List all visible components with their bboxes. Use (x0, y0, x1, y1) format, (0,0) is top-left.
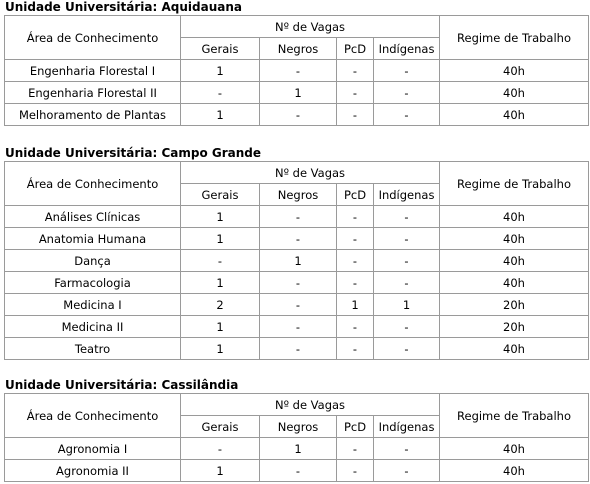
cell-pcd: - (337, 272, 374, 294)
cell-negros: - (260, 316, 337, 338)
cell-regime: 40h (440, 228, 589, 250)
cell-indigenas: - (374, 82, 440, 104)
cell-pcd: - (337, 104, 374, 126)
cell-indigenas: - (374, 438, 440, 460)
cell-pcd: 1 (337, 294, 374, 316)
table-row (5, 60, 589, 82)
header-negros: Negros (260, 184, 337, 206)
cell-negros: - (260, 104, 337, 126)
vagas-table (4, 393, 589, 482)
header-area: Área de Conhecimento (5, 394, 181, 438)
cell-regime: 40h (440, 206, 589, 228)
cell-regime: 40h (440, 272, 589, 294)
header-regime: Regime de Trabalho (440, 16, 589, 60)
table-row (5, 438, 589, 460)
header-pcd: PcD (337, 184, 374, 206)
cell-indigenas: - (374, 316, 440, 338)
cell-area: Dança (5, 250, 181, 272)
cell-area: Teatro (5, 338, 181, 360)
cell-area: Medicina I (5, 294, 181, 316)
cell-gerais: 1 (181, 206, 260, 228)
cell-regime: 20h (440, 294, 589, 316)
table-row (5, 316, 589, 338)
cell-pcd: - (337, 206, 374, 228)
vagas-table (4, 161, 589, 360)
cell-gerais: 1 (181, 60, 260, 82)
cell-area: Medicina II (5, 316, 181, 338)
cell-negros: - (260, 294, 337, 316)
cell-area: Engenharia Florestal II (5, 82, 181, 104)
cell-negros: 1 (260, 438, 337, 460)
header-gerais: Gerais (181, 38, 260, 60)
section-title: Unidade Universitária: Campo Grande (5, 146, 262, 160)
header-negros: Negros (260, 416, 337, 438)
table-row (5, 294, 589, 316)
cell-area: Melhoramento de Plantas (5, 104, 181, 126)
header-indigenas: Indígenas (374, 38, 440, 60)
cell-pcd: - (337, 338, 374, 360)
cell-gerais: 1 (181, 460, 260, 482)
header-regime: Regime de Trabalho (440, 162, 589, 206)
cell-indigenas: - (374, 460, 440, 482)
header-pcd: PcD (337, 38, 374, 60)
cell-pcd: - (337, 82, 374, 104)
cell-negros: - (260, 338, 337, 360)
cell-gerais: 1 (181, 104, 260, 126)
section-campo-grande (4, 146, 589, 360)
cell-regime: 40h (440, 438, 589, 460)
cell-indigenas: 1 (374, 294, 440, 316)
cell-area: Engenharia Florestal I (5, 60, 181, 82)
header-negros: Negros (260, 38, 337, 60)
cell-regime: 40h (440, 104, 589, 126)
header-area: Área de Conhecimento (5, 16, 181, 60)
header-regime: Regime de Trabalho (440, 394, 589, 438)
cell-negros: - (260, 460, 337, 482)
table-row (5, 338, 589, 360)
header-pcd: PcD (337, 416, 374, 438)
cell-gerais: 1 (181, 338, 260, 360)
cell-indigenas: - (374, 272, 440, 294)
cell-gerais: - (181, 438, 260, 460)
header-indigenas: Indígenas (374, 416, 440, 438)
cell-regime: 40h (440, 460, 589, 482)
cell-negros: 1 (260, 250, 337, 272)
section-aquidauana (4, 0, 589, 126)
cell-indigenas: - (374, 338, 440, 360)
header-vagas: Nº de Vagas (181, 16, 440, 38)
cell-pcd: - (337, 438, 374, 460)
table-row (5, 228, 589, 250)
cell-pcd: - (337, 250, 374, 272)
cell-area: Anatomia Humana (5, 228, 181, 250)
cell-regime: 40h (440, 338, 589, 360)
table-row (5, 272, 589, 294)
cell-indigenas: - (374, 250, 440, 272)
cell-gerais: - (181, 82, 260, 104)
section-title: Unidade Universitária: Cassilândia (5, 378, 239, 392)
cell-area: Agronomia I (5, 438, 181, 460)
table-row (5, 206, 589, 228)
table-row (5, 460, 589, 482)
cell-gerais: 2 (181, 294, 260, 316)
header-vagas: Nº de Vagas (181, 394, 440, 416)
cell-gerais: 1 (181, 272, 260, 294)
header-gerais: Gerais (181, 416, 260, 438)
cell-negros: - (260, 60, 337, 82)
cell-negros: - (260, 272, 337, 294)
section-cassilandia (4, 378, 589, 482)
header-indigenas: Indígenas (374, 184, 440, 206)
cell-regime: 40h (440, 250, 589, 272)
table-row (5, 82, 589, 104)
header-area: Área de Conhecimento (5, 162, 181, 206)
cell-regime: 40h (440, 60, 589, 82)
cell-gerais: 1 (181, 316, 260, 338)
cell-regime: 40h (440, 82, 589, 104)
header-gerais: Gerais (181, 184, 260, 206)
cell-negros: - (260, 206, 337, 228)
cell-gerais: - (181, 250, 260, 272)
table-row (5, 104, 589, 126)
cell-area: Análises Clínicas (5, 206, 181, 228)
cell-indigenas: - (374, 228, 440, 250)
cell-negros: - (260, 228, 337, 250)
cell-gerais: 1 (181, 228, 260, 250)
cell-indigenas: - (374, 206, 440, 228)
cell-negros: 1 (260, 82, 337, 104)
cell-indigenas: - (374, 104, 440, 126)
cell-pcd: - (337, 60, 374, 82)
header-vagas: Nº de Vagas (181, 162, 440, 184)
cell-indigenas: - (374, 60, 440, 82)
cell-regime: 20h (440, 316, 589, 338)
cell-pcd: - (337, 228, 374, 250)
table-row (5, 250, 589, 272)
cell-area: Agronomia II (5, 460, 181, 482)
cell-area: Farmacologia (5, 272, 181, 294)
section-title: Unidade Universitária: Aquidauana (5, 0, 242, 14)
cell-pcd: - (337, 460, 374, 482)
cell-pcd: - (337, 316, 374, 338)
vagas-table (4, 15, 589, 126)
